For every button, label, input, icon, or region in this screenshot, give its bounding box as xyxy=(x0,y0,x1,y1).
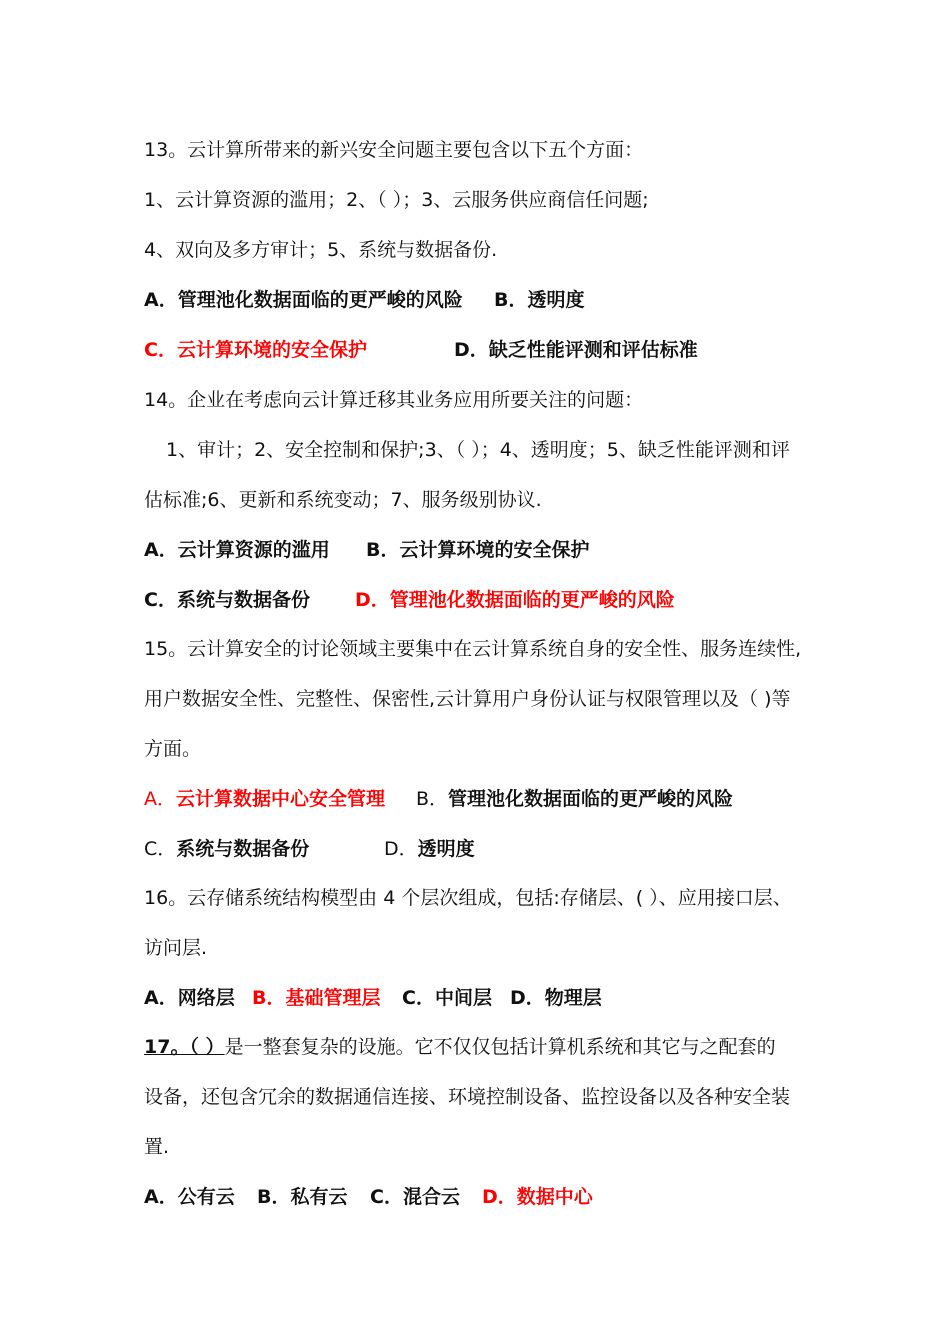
q13-line3: 4、双向及多方审计；5、系统与数据备份. xyxy=(144,239,498,261)
q13-option-c-correct: C．云计算环境的安全保护 xyxy=(144,339,367,361)
q14-option-b: B．云计算环境的安全保护 xyxy=(366,539,590,561)
q16-line2: 访问层. xyxy=(144,937,208,959)
q13-option-b: B．透明度 xyxy=(494,289,585,311)
q17-option-b: B．私有云 xyxy=(257,1186,348,1208)
q15-option-b-prefix: B． xyxy=(416,788,449,810)
q14-stem: 14。企业在考虑向云计算迁移其业务应用所要关注的问题： xyxy=(144,389,644,411)
q17-line3: 置. xyxy=(144,1136,170,1158)
q17-stem-text: 是一整套复杂的设施。它不仅仅包括计算机系统和其它与之配套的 xyxy=(224,1036,776,1058)
q17-stem xyxy=(144,1033,776,1061)
q16-option-c: C．中间层 xyxy=(402,987,492,1009)
q15-line3: 方面。 xyxy=(144,738,202,760)
q13-option-a: A．管理池化数据面临的更严峻的风险 xyxy=(144,289,463,311)
q14-option-c: C．系统与数据备份 xyxy=(144,589,310,611)
q15-option-c-label: 系统与数据备份 xyxy=(176,838,310,860)
q15-option-d-label: 透明度 xyxy=(417,838,475,860)
q17-option-a: A．公有云 xyxy=(144,1186,235,1208)
q15-option-b-label: 管理池化数据面临的更严峻的风险 xyxy=(448,788,734,810)
q17-option-c: C．混合云 xyxy=(370,1186,460,1208)
q14-option-d-correct: D．管理池化数据面临的更严峻的风险 xyxy=(355,589,675,611)
q15-stem: 15。云计算安全的讨论领域主要集中在云计算系统自身的安全性、服务连续性, xyxy=(144,638,802,660)
q13-line2: 1、云计算资源的滥用；2、（ ）；3、云服务供应商信任问题; xyxy=(144,189,649,211)
q14-line2: 1、审计；2、安全控制和保护;3、（ ）；4、透明度；5、缺乏性能评测和评 xyxy=(166,439,790,461)
q13-option-d: D．缺乏性能评测和评估标准 xyxy=(454,339,698,361)
q13-stem: 13。云计算所带来的新兴安全问题主要包含以下五个方面： xyxy=(144,139,644,161)
q15-option-d-prefix: D． xyxy=(384,838,418,860)
q17-option-d-correct: D．数据中心 xyxy=(482,1186,593,1208)
q15-option-c xyxy=(144,835,309,863)
q16-option-b-correct: B．基础管理层 xyxy=(252,987,381,1009)
q15-option-a-prefix: A． xyxy=(144,788,176,810)
q17-line2: 设备，还包含冗余的数据通信连接、环境控制设备、监控设备以及各种安全装 xyxy=(144,1086,791,1108)
q15-option-a-label: 云计算数据中心安全管理 xyxy=(176,788,386,810)
q15-option-c-prefix: C． xyxy=(144,838,177,860)
q14-line3: 估标准;6、更新和系统变动；7、服务级别协议. xyxy=(144,489,542,511)
q15-option-a-correct xyxy=(144,785,385,813)
q15-option-b xyxy=(416,785,733,813)
q15-line2: 用户数据安全性、完整性、保密性,云计算用户身份认证与权限管理以及（ )等 xyxy=(144,688,791,710)
q17-number-blank: 17。（ ） xyxy=(144,1036,225,1058)
q16-option-a: A．网络层 xyxy=(144,987,235,1009)
q14-option-a: A．云计算资源的滥用 xyxy=(144,539,330,561)
q15-option-d xyxy=(384,835,475,863)
q16-stem: 16。云存储系统结构模型由 4 个层次组成，包括:存储层、( ）、应用接口层、 xyxy=(144,887,792,909)
q16-option-d: D．物理层 xyxy=(510,987,602,1009)
